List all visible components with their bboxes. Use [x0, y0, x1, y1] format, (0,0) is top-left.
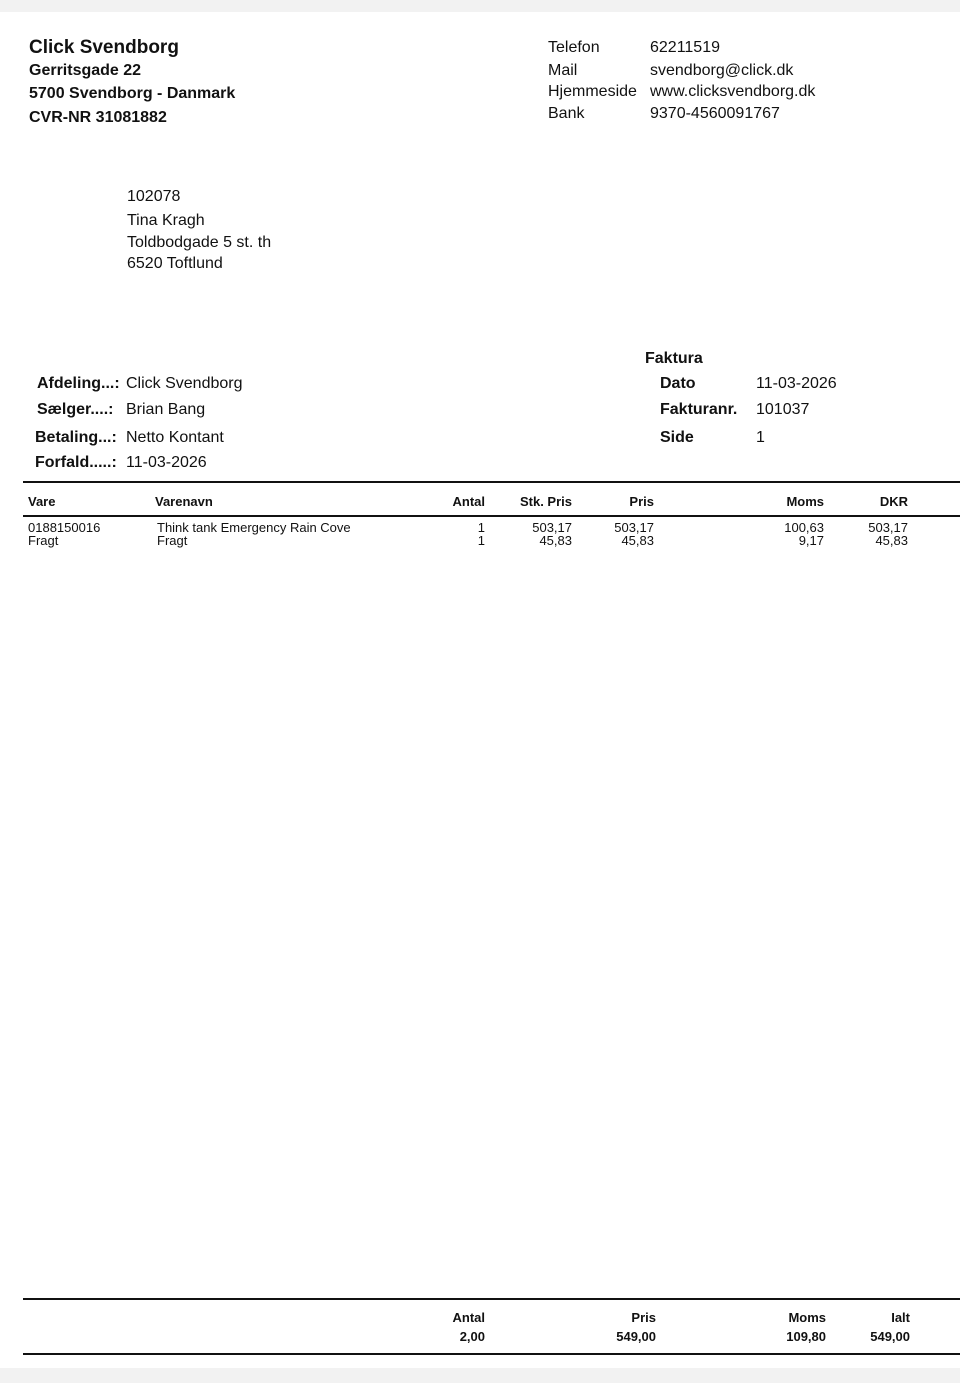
totals-value-antal: 2,00: [459, 1329, 485, 1344]
invoice-page: [0, 12, 960, 1368]
customer-name: Tina Kragh: [127, 212, 205, 229]
cell-varenavn: Fragt: [157, 533, 188, 548]
meta-label-saelger: Sælger....:: [37, 401, 114, 418]
totals-header-moms: Moms: [788, 1310, 826, 1325]
invoice-heading: Faktura: [645, 350, 703, 367]
totals-top-rule: [23, 1298, 960, 1300]
contact-label-telefon: Telefon: [548, 39, 600, 56]
meta-label-forfald: Forfald.....:: [35, 454, 117, 471]
customer-city: 6520 Toftlund: [127, 255, 223, 272]
table-top-rule: [23, 481, 960, 483]
col-header-varenavn: Varenavn: [155, 494, 213, 509]
meta-label-fakturanr: Fakturanr.: [660, 401, 738, 418]
cell-vare: 0188150016: [28, 520, 101, 535]
totals-header-pris: Pris: [631, 1310, 656, 1325]
meta-value-betaling: Netto Kontant: [126, 429, 224, 446]
contact-label-hjemmeside: Hjemmeside: [548, 83, 637, 100]
totals-value-ialt: 549,00: [870, 1329, 910, 1344]
col-header-vare: Vare: [28, 494, 56, 509]
col-header-moms: Moms: [786, 494, 824, 509]
cell-antal: 1: [477, 533, 485, 548]
col-header-antal: Antal: [452, 494, 485, 509]
meta-value-dato: 11-03-2026: [756, 375, 837, 392]
contact-value-telefon: 62211519: [650, 39, 720, 56]
company-name: Click Svendborg: [29, 37, 179, 58]
cell-pris: 45,83: [621, 533, 654, 548]
meta-label-afdeling: Afdeling...:: [37, 375, 120, 392]
company-cvr: CVR-NR 31081882: [29, 109, 167, 126]
meta-label-side: Side: [660, 429, 694, 446]
meta-value-forfald: 11-03-2026: [126, 454, 207, 471]
meta-value-afdeling: Click Svendborg: [126, 375, 243, 392]
contact-value-mail: svendborg@click.dk: [650, 62, 794, 79]
company-city: 5700 Svendborg - Danmark: [29, 85, 236, 102]
contact-label-mail: Mail: [548, 62, 578, 79]
totals-bottom-rule: [23, 1353, 960, 1355]
contact-label-bank: Bank: [548, 105, 585, 122]
cell-moms: 9,17: [798, 533, 824, 548]
cell-moms: 100,63: [784, 520, 824, 535]
cell-stk-pris: 45,83: [539, 533, 572, 548]
cell-antal: 1: [477, 520, 485, 535]
meta-value-side: 1: [756, 429, 765, 446]
meta-label-dato: Dato: [660, 375, 696, 392]
totals-value-moms: 109,80: [786, 1329, 826, 1344]
cell-stk-pris: 503,17: [532, 520, 572, 535]
contact-value-bank: 9370-4560091767: [650, 105, 780, 122]
company-street: Gerritsgade 22: [29, 62, 142, 79]
customer-street: Toldbodgade 5 st. th: [127, 234, 272, 251]
cell-pris: 503,17: [614, 520, 654, 535]
col-header-pris: Pris: [629, 494, 654, 509]
cell-dkr: 503,17: [868, 520, 908, 535]
cell-dkr: 45,83: [875, 533, 908, 548]
cell-vare: Fragt: [28, 533, 59, 548]
col-header-stk-pris: Stk. Pris: [519, 494, 572, 509]
meta-value-fakturanr: 101037: [756, 401, 810, 418]
col-header-dkr: DKR: [879, 494, 908, 509]
table-header-rule: [23, 515, 960, 517]
contact-value-hjemmeside: www.clicksvendborg.dk: [650, 83, 816, 100]
totals-header-ialt: Ialt: [891, 1310, 910, 1325]
cell-varenavn: Think tank Emergency Rain Cove: [157, 520, 351, 535]
meta-value-saelger: Brian Bang: [126, 401, 206, 418]
totals-header-antal: Antal: [452, 1310, 485, 1325]
customer-number: 102078: [127, 188, 181, 205]
meta-label-betaling: Betaling...:: [35, 429, 117, 446]
totals-value-pris: 549,00: [616, 1329, 656, 1344]
